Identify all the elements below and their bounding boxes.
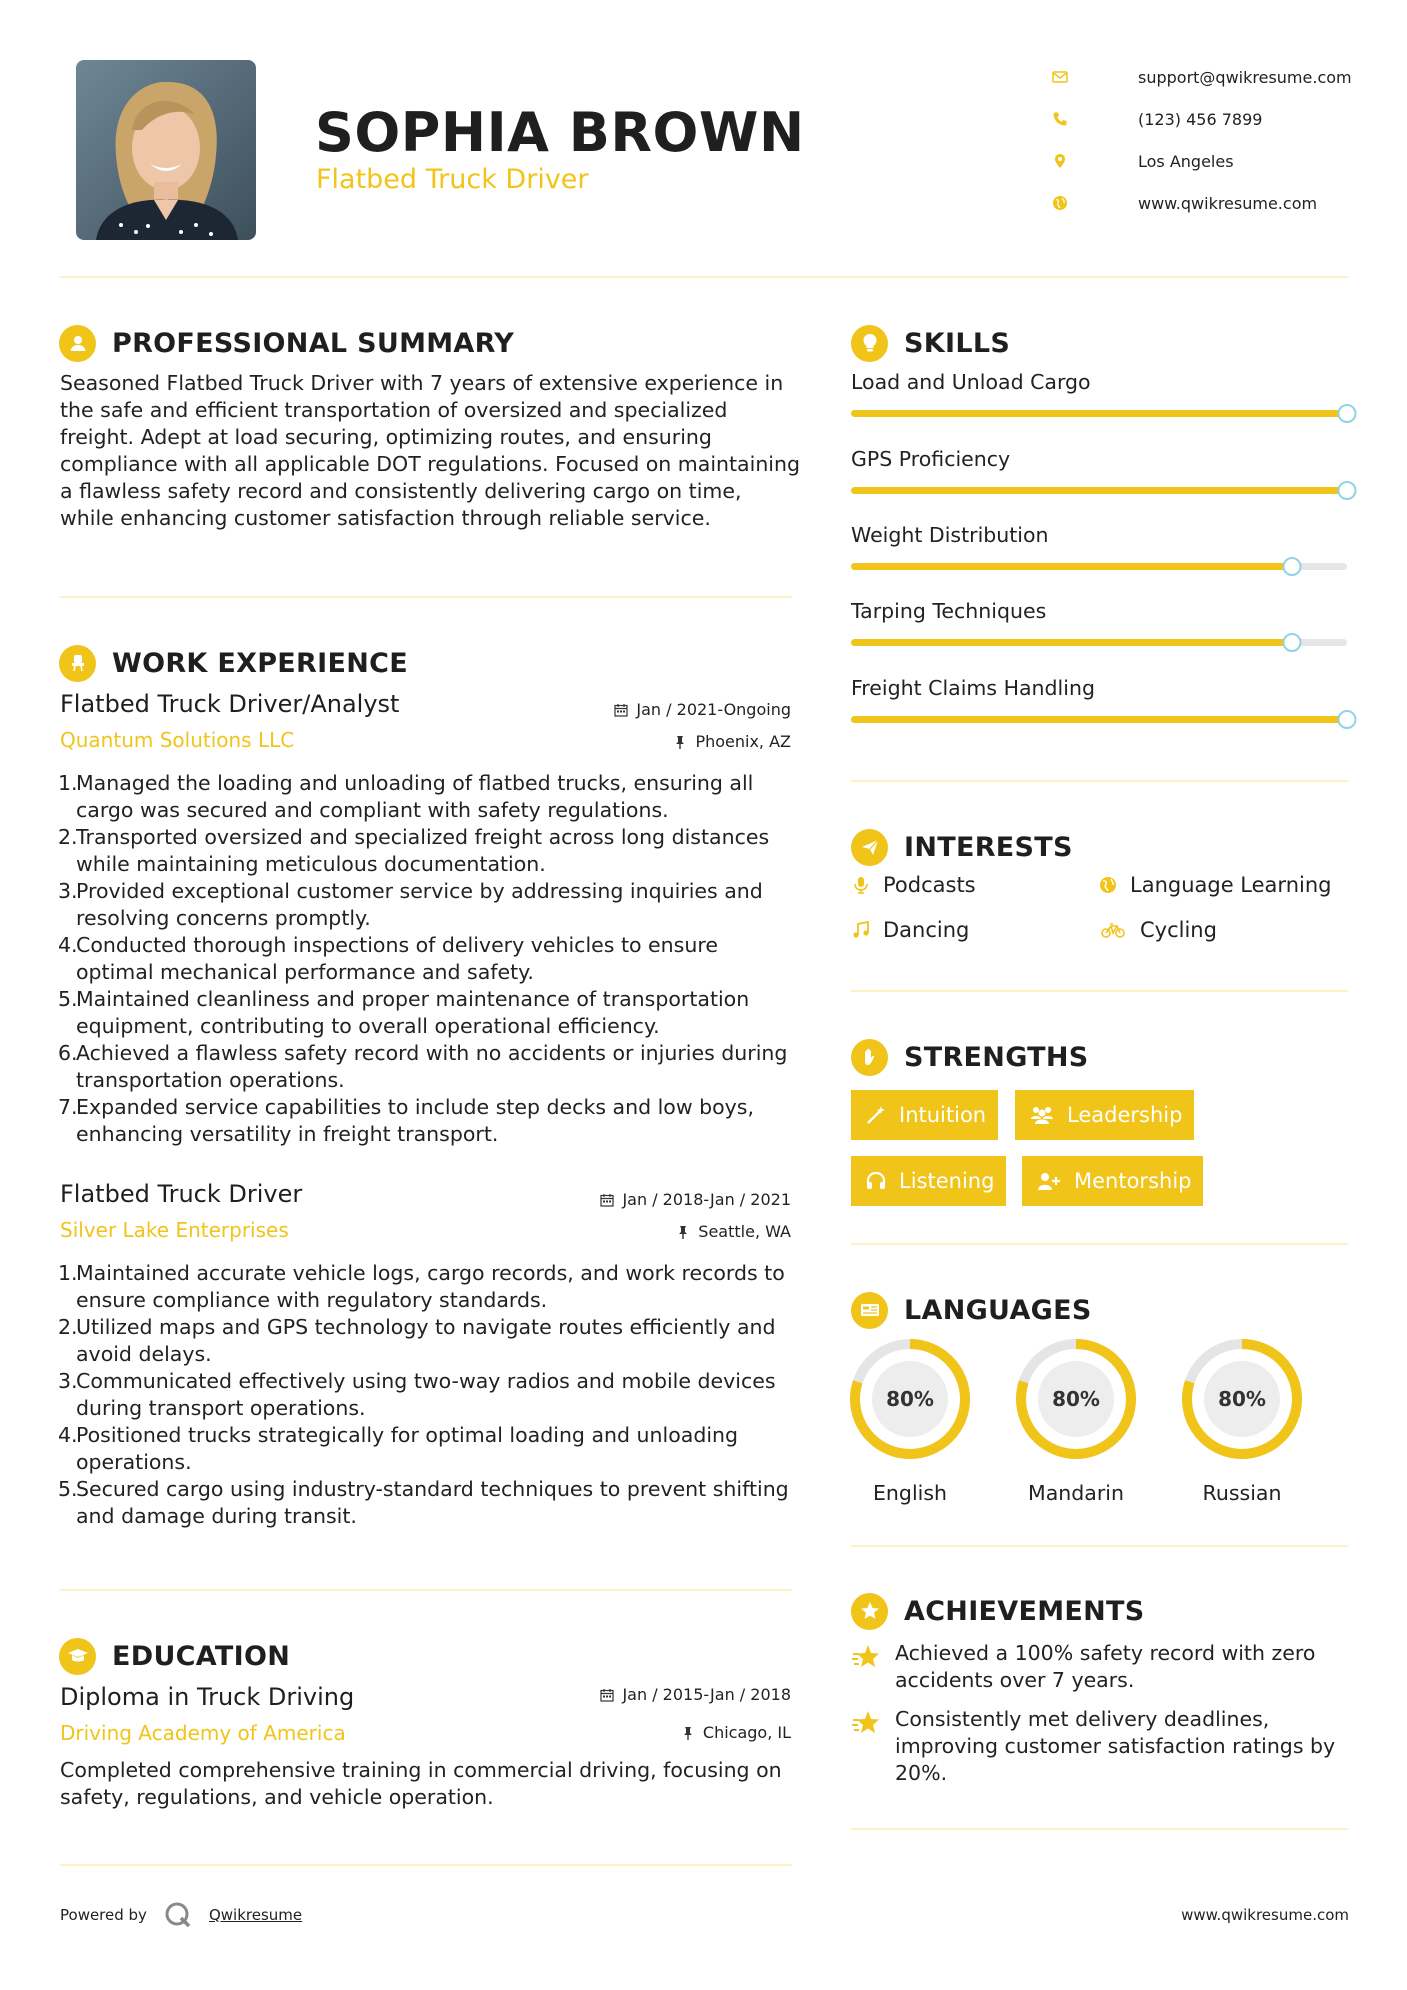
skill-item	[851, 370, 1351, 398]
language-ring	[848, 1337, 972, 1461]
skill-bar-fill	[851, 410, 1347, 417]
language-item	[1180, 1337, 1304, 1505]
achievement-item	[851, 1640, 1351, 1694]
powered-by-label: Powered by	[60, 1906, 147, 1924]
list-item: 3. Communicated effectively using two-way radios and mobile devices during transport operations.	[58, 1369, 776, 1420]
envelope-icon	[1052, 69, 1082, 85]
skill-bar-fill	[851, 487, 1347, 494]
experience-header	[59, 643, 408, 683]
calendar-icon	[600, 1193, 614, 1207]
interests-header	[851, 827, 1073, 867]
list-item: 3. Provided exceptional customer service by addressing inquiries and resolving concerns promptly.	[58, 879, 763, 930]
strength-chip	[1015, 1090, 1194, 1140]
interest-item	[1098, 873, 1331, 897]
job-dates-text: Jan / 2021-Ongoing	[636, 700, 791, 719]
skill-item	[851, 523, 1351, 551]
achievements-title: ACHIEVEMENTS	[904, 1595, 1145, 1627]
skill-name: GPS Proficiency	[851, 447, 1011, 471]
interest-item	[851, 918, 969, 942]
language-item	[1014, 1337, 1138, 1505]
language-ring	[1014, 1337, 1138, 1461]
list-item: 1. Maintained accurate vehicle logs, cargo records, and work records to ensure compliance with regulatory standards.	[58, 1261, 785, 1312]
headphones-icon	[865, 1170, 887, 1192]
skill-item	[851, 447, 1351, 475]
language-name: English	[872, 1481, 948, 1505]
skill-bar-knob	[1338, 481, 1357, 500]
skill-bar	[851, 639, 1347, 646]
education-text: Completed comprehensive training in commercial driving, focusing on safety, regulations, and vehicle operation.	[60, 1758, 782, 1809]
strength-chip	[851, 1156, 1006, 1206]
music-note-icon	[851, 920, 871, 940]
job-location-text: Seattle, WA	[698, 1222, 791, 1241]
education-dates-text: Jan / 2015-Jan / 2018	[622, 1685, 791, 1704]
microphone-icon	[851, 875, 871, 895]
bicycle-icon	[1098, 920, 1128, 940]
pushpin-icon	[681, 1726, 695, 1740]
summary-title: PROFESSIONAL SUMMARY	[112, 327, 515, 359]
skill-item	[851, 599, 1351, 627]
job-title: Flatbed Truck Driver	[60, 1180, 303, 1208]
achievement-text: Achieved a 100% safety record with zero accidents over 7 years.	[895, 1641, 1316, 1692]
skill-bar-fill	[851, 639, 1292, 646]
school-name: Driving Academy of America	[60, 1721, 346, 1745]
languages-header	[851, 1290, 1092, 1330]
contact-location	[1050, 140, 1370, 182]
skill-name: Tarping Techniques	[851, 599, 1047, 623]
list-item: 1. Managed the loading and unloading of flatbed trucks, ensuring all cargo was secured and compliant with safety regulations.	[58, 771, 754, 822]
skill-bar-knob	[1338, 404, 1357, 423]
profile-photo	[76, 60, 256, 240]
summary-divider	[60, 596, 792, 598]
graduation-cap-icon	[59, 1638, 96, 1675]
contact-website[interactable]	[1050, 182, 1370, 224]
lightbulb-icon	[851, 325, 888, 362]
achievement-item	[851, 1706, 1351, 1787]
skill-bar	[851, 563, 1347, 570]
skills-header	[851, 323, 1010, 363]
interests-title: INTERESTS	[904, 831, 1073, 863]
contact-location-text: Los Angeles	[1138, 151, 1234, 171]
job-company: Quantum Solutions LLC	[60, 728, 295, 752]
candidate-name: SOPHIA BROWN	[315, 101, 805, 164]
languages-title: LANGUAGES	[904, 1294, 1092, 1326]
contact-list	[1050, 56, 1370, 224]
contact-phone-text: (123) 456 7899	[1138, 109, 1263, 129]
list-item: 6. Achieved a flawless safety record with no accidents or injuries during transportation operations.	[58, 1041, 788, 1092]
skill-name: Load and Unload Cargo	[851, 370, 1091, 394]
interests-divider	[851, 990, 1348, 992]
language-percent: 80%	[1218, 1387, 1266, 1411]
skill-bar-knob	[1338, 710, 1357, 729]
magic-wand-icon	[865, 1104, 887, 1126]
paper-plane-icon	[851, 829, 888, 866]
map-pin-icon	[1052, 153, 1082, 169]
contact-email[interactable]	[1050, 56, 1370, 98]
job-dates	[614, 700, 791, 719]
skill-name: Weight Distribution	[851, 523, 1049, 547]
qwikresume-link[interactable]: Qwikresume	[208, 1906, 303, 1924]
footer-powered-by	[60, 1900, 302, 1930]
job-title: Flatbed Truck Driver/Analyst	[60, 690, 400, 718]
skill-bar	[851, 716, 1347, 723]
hand-icon	[851, 1039, 888, 1076]
pushpin-icon	[673, 735, 687, 749]
achievements-divider	[851, 1828, 1348, 1830]
candidate-role: Flatbed Truck Driver	[316, 164, 589, 195]
summary-text: Seasoned Flatbed Truck Driver with 7 years of extensive experience in the safe and efficient transportation of oversized and specialized freight. Adept at load securing, optimizing routes, and ensuring compliance with all applicable DOT regulations. Focused on maintaining a flawless safety record and consistently delivering cargo on time, while enhancing customer satisfaction through reliable service.	[60, 371, 801, 530]
job-dates-text: Jan / 2018-Jan / 2021	[622, 1190, 791, 1209]
qwikresume-logo-icon	[163, 1900, 193, 1930]
strength-chip	[851, 1090, 998, 1140]
language-name: Russian	[1202, 1481, 1282, 1505]
strength-label: Leadership	[1067, 1103, 1183, 1127]
contact-email-text: support@qwikresume.com	[1138, 67, 1352, 87]
user-icon	[59, 325, 96, 362]
achievement-text: Consistently met delivery deadlines, improving customer satisfaction ratings by 20%.	[895, 1707, 1336, 1785]
job-location	[673, 732, 791, 751]
skill-item	[851, 676, 1351, 704]
experience-title: WORK EXPERIENCE	[112, 647, 408, 679]
calendar-icon	[614, 703, 628, 717]
education-title: EDUCATION	[112, 1640, 291, 1672]
interest-label: Cycling	[1140, 918, 1217, 942]
skill-bar-fill	[851, 716, 1347, 723]
summary-header	[59, 323, 514, 363]
strengths-title: STRENGTHS	[904, 1041, 1089, 1073]
job-company: Silver Lake Enterprises	[60, 1218, 289, 1242]
list-item: 4. Positioned trucks strategically for optimal loading and unloading operations.	[58, 1423, 739, 1474]
user-plus-icon	[1036, 1170, 1062, 1192]
interest-item	[851, 873, 976, 897]
job-duties-list	[58, 1260, 803, 1530]
job-location	[676, 1222, 791, 1241]
portrait-image	[76, 60, 256, 240]
list-item: 2. Utilized maps and GPS technology to navigate routes efficiently and avoid delays.	[58, 1315, 776, 1366]
star-icon	[851, 1708, 881, 1738]
list-item: 5. Maintained cleanliness and proper maintenance of transportation equipment, contributing to overall operational efficiency.	[58, 987, 750, 1038]
job-dates	[600, 1190, 791, 1209]
education-dates	[600, 1685, 791, 1704]
list-item: 5. Secured cargo using industry-standard techniques to prevent shifting and damage during transit.	[58, 1477, 789, 1528]
header-divider	[60, 276, 1348, 278]
interest-item	[1098, 918, 1217, 942]
chair-icon	[59, 645, 96, 682]
star-icon	[851, 1642, 881, 1672]
education-location-text: Chicago, IL	[702, 1723, 791, 1742]
skill-bar-knob	[1283, 633, 1302, 652]
education-divider	[60, 1864, 792, 1866]
id-card-icon	[851, 1292, 888, 1329]
languages-divider	[851, 1545, 1348, 1547]
phone-icon	[1052, 111, 1082, 127]
footer-website[interactable]: www.qwikresume.com	[1181, 1906, 1349, 1924]
skills-title: SKILLS	[904, 327, 1011, 359]
globe-icon	[1098, 875, 1118, 895]
job-location-text: Phoenix, AZ	[695, 732, 791, 751]
achievements-header	[851, 1591, 1145, 1631]
education-location	[681, 1723, 791, 1742]
skill-bar-fill	[851, 563, 1292, 570]
job-duties-list	[58, 770, 798, 1148]
strengths-header	[851, 1037, 1089, 1077]
users-icon	[1029, 1104, 1055, 1126]
list-item: 4. Conducted thorough inspections of delivery vehicles to ensure optimal mechanical performance and safety.	[58, 933, 718, 984]
contact-phone[interactable]	[1050, 98, 1370, 140]
language-percent: 80%	[1052, 1387, 1100, 1411]
interest-label: Language Learning	[1130, 873, 1332, 897]
language-ring	[1180, 1337, 1304, 1461]
education-header	[59, 1636, 290, 1676]
interest-label: Dancing	[883, 918, 970, 942]
language-percent: 80%	[886, 1387, 934, 1411]
strengths-divider	[851, 1243, 1348, 1245]
list-item: 2. Transported oversized and specialized freight across long distances while maintaining meticulous documentation.	[58, 825, 770, 876]
skill-bar-knob	[1283, 557, 1302, 576]
contact-website-text: www.qwikresume.com	[1138, 193, 1318, 213]
calendar-icon	[600, 1688, 614, 1702]
language-name: Mandarin	[1028, 1481, 1124, 1505]
skills-divider	[851, 780, 1348, 782]
globe-icon	[1052, 195, 1082, 211]
experience-divider	[60, 1589, 792, 1591]
star-badge-icon	[851, 1593, 888, 1630]
skill-bar	[851, 410, 1347, 417]
strength-chip	[1022, 1156, 1203, 1206]
strength-label: Intuition	[899, 1103, 987, 1127]
pushpin-icon	[676, 1225, 690, 1239]
language-item	[848, 1337, 972, 1505]
strength-label: Mentorship	[1074, 1169, 1192, 1193]
list-item: 7. Expanded service capabilities to include step decks and low boys, enhancing versatility in freight transport.	[58, 1095, 755, 1146]
strength-label: Listening	[899, 1169, 995, 1193]
skill-bar	[851, 487, 1347, 494]
skill-name: Freight Claims Handling	[851, 676, 1095, 700]
interest-label: Podcasts	[883, 873, 976, 897]
degree-title: Diploma in Truck Driving	[60, 1683, 355, 1711]
